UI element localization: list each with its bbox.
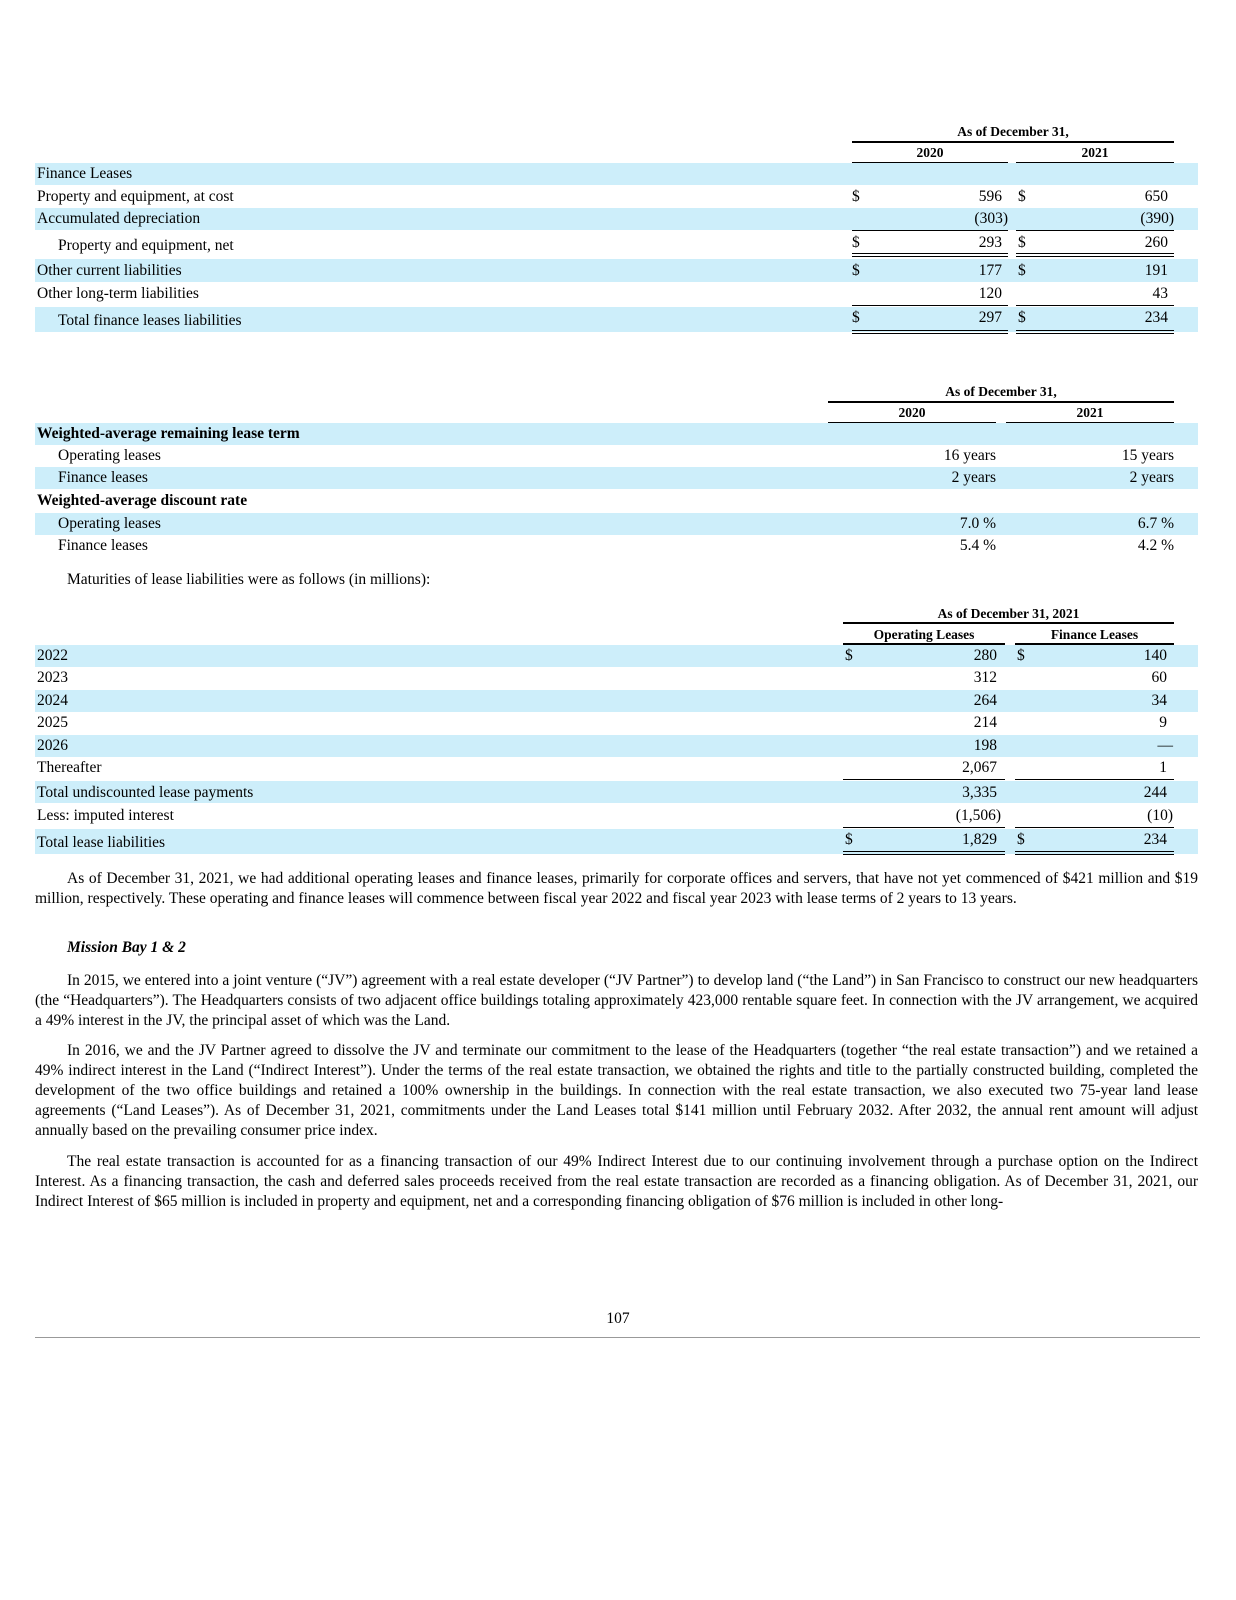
dollar-sign: $ (852, 234, 860, 251)
weighted-table-header: As of December 31, (945, 384, 1057, 399)
finance-header-rule (852, 141, 1174, 143)
row-label: Property and equipment, net (58, 237, 234, 254)
maturities-header-rule (843, 622, 1174, 624)
table-row (35, 185, 1198, 207)
table-row (35, 667, 1198, 689)
row-label: Total lease liabilities (37, 834, 166, 851)
table-row (35, 283, 1198, 305)
paragraph-text: As of December 31, 2021, we had additional operating leases and finance leases, primarily for corporate offices and servers, that have not yet commenced of $421 million and $19 million, respectively. These operating and finance leases will commence between fiscal year 2022 and fiscal year 2023 with lease terms of 2 years to 13 years. (35, 870, 1198, 907)
finance-subtotal-rule-2021 (1016, 230, 1174, 231)
dollar-sign: $ (852, 309, 860, 326)
row-label: Accumulated depreciation (37, 210, 201, 227)
dollar-sign: $ (1018, 262, 1026, 279)
value-2021: 650 (1144, 188, 1168, 205)
table-row (35, 208, 1198, 230)
value-2021: 6.7 % (1137, 515, 1174, 532)
value-finance: 9 (1159, 714, 1167, 731)
value-finance: 140 (1143, 647, 1167, 664)
finance-total-double-2020 (852, 330, 1008, 334)
value-operating: 2,067 (962, 759, 997, 776)
value-finance: 34 (1151, 692, 1167, 709)
value-2020: 2 years (951, 469, 996, 486)
value-operating: 312 (973, 669, 997, 686)
finance-net-double-2020 (852, 253, 1008, 257)
table-row (35, 735, 1198, 757)
row-label: Operating leases (58, 447, 161, 464)
dollar-sign: $ (845, 647, 853, 664)
maturities-total-double-fin (1015, 851, 1174, 855)
value-operating: 198 (973, 737, 997, 754)
value-2021: 191 (1144, 262, 1168, 279)
paragraph-2016 (35, 1041, 1198, 1141)
table-row (35, 804, 1198, 826)
row-label: Total undiscounted lease payments (37, 784, 254, 801)
finance-total-double-2021 (1016, 330, 1174, 334)
table-row (35, 307, 1198, 332)
finance-subtotal-rule-2020 (852, 230, 1008, 231)
finance-col-2020: 2020 (916, 145, 944, 160)
row-label: Operating leases (58, 515, 161, 532)
value-2020: 293 (978, 234, 1002, 251)
row-label: Less: imputed interest (37, 807, 174, 824)
table-row (35, 467, 1198, 489)
table-row (35, 513, 1198, 535)
table-row (35, 712, 1198, 734)
value-2020: 5.4 % (959, 537, 996, 554)
weighted-section1-title: Weighted-average remaining lease term (37, 425, 300, 442)
row-label: Other long-term liabilities (37, 285, 199, 302)
value-2020: 120 (978, 285, 1002, 302)
value-2020: 297 (978, 309, 1002, 326)
maturities-total-double-op (843, 851, 1005, 855)
weighted-section-row (35, 490, 1198, 512)
dollar-sign: $ (1018, 234, 1026, 251)
table-row (35, 535, 1198, 557)
row-label: Total finance leases liabilities (58, 312, 242, 329)
dollar-sign: $ (852, 262, 860, 279)
value-2021: 2 years (1129, 469, 1174, 486)
maturities-col-operating: Operating Leases (873, 627, 975, 642)
value-finance: 234 (1143, 831, 1167, 848)
paragraph-financing (35, 1152, 1198, 1212)
row-label: 2026 (37, 737, 68, 754)
row-label: Finance leases (58, 469, 148, 486)
finance-table-header: As of December 31, (957, 124, 1069, 139)
paragraph-2015 (35, 971, 1198, 1031)
page-number: 107 (606, 1310, 630, 1327)
finance-section-title: Finance Leases (37, 165, 133, 182)
dollar-sign: $ (1017, 831, 1025, 848)
table-row (35, 645, 1198, 667)
maturities-col-finance: Finance Leases (1050, 627, 1139, 642)
maturities-total-rule-fin (1015, 827, 1174, 828)
row-label: 2024 (37, 692, 68, 709)
value-2021: 260 (1144, 234, 1168, 251)
dollar-sign: $ (852, 188, 860, 205)
value-2021: 15 years (1121, 447, 1174, 464)
maturities-table-header: As of December 31, 2021 (937, 606, 1080, 621)
footer-divider (35, 1337, 1200, 1338)
value-operating: 3,335 (962, 784, 997, 801)
section-subheading: Mission Bay 1 & 2 (67, 939, 186, 956)
dollar-sign: $ (1018, 188, 1026, 205)
row-label: Other current liabilities (37, 262, 182, 279)
table-row (35, 690, 1198, 712)
finance-total-rule-2020 (852, 305, 1008, 306)
row-label: Property and equipment, at cost (37, 188, 234, 205)
value-operating: 1,829 (962, 831, 997, 848)
dollar-sign: $ (1018, 309, 1026, 326)
dollar-sign: $ (845, 831, 853, 848)
table-row (35, 757, 1198, 779)
finance-col-2021: 2021 (1081, 145, 1109, 160)
weighted-col-2020: 2020 (898, 405, 926, 420)
dollar-sign: $ (1017, 647, 1025, 664)
value-2021: (390) (1140, 210, 1174, 227)
weighted-section2-title: Weighted-average discount rate (37, 492, 248, 509)
value-operating: (1,506) (955, 807, 1001, 824)
table-row (35, 445, 1198, 467)
paragraph-text: The real estate transaction is accounted for as a financing transaction of our 49% Indirect Interest due to our continuing involvement through a purchase option on the Indirect Interest. As a financing transaction, the cash and deferred sales proceeds received from the real estate transaction are recorded as a financing obligation. As of December 31, 2021, our Indirect Interest of $65 million is included in property and equipment, net and a corresponding financing obligation of $76 million is included in other long- (35, 1153, 1198, 1210)
row-label: 2023 (37, 669, 68, 686)
maturities-total-rule-op (843, 827, 1005, 828)
value-finance: (10) (1147, 807, 1173, 824)
value-finance: 1 (1159, 759, 1167, 776)
value-operating: 264 (973, 692, 997, 709)
table-row (35, 781, 1198, 803)
row-label: 2022 (37, 647, 68, 664)
value-2020: 596 (978, 188, 1002, 205)
finance-total-rule-2021 (1016, 305, 1174, 306)
weighted-section-row (35, 423, 1198, 445)
maturities-intro: Maturities of lease liabilities were as follows (in millions): (67, 571, 431, 588)
weighted-col-2021: 2021 (1076, 405, 1104, 420)
value-finance: 60 (1151, 669, 1167, 686)
maturities-subtotal-rule-op (843, 779, 1005, 780)
paragraph-text: In 2015, we entered into a joint venture (“JV”) agreement with a real estate developer (“JV Partner”) to develop land (“the Land”) in San Francisco to construct our new headquarters (the “Headquarters”). The Headquarters consists of two adjacent office buildings totaling approximately 423,000 rentable square feet. In connection with the JV arrangement, we acquired a 49% interest in the JV, the principal asset of which was the Land. (35, 972, 1198, 1029)
value-2020: 7.0 % (959, 515, 996, 532)
paragraph-additional-leases (35, 869, 1198, 909)
row-label: Finance leases (58, 537, 148, 554)
value-2020: 177 (978, 262, 1002, 279)
finance-section-row (35, 163, 1198, 185)
value-finance: 244 (1143, 784, 1167, 801)
table-row (35, 259, 1198, 282)
maturities-subtotal-rule-fin (1015, 779, 1174, 780)
value-2021: 4.2 % (1137, 537, 1174, 554)
value-finance: — (1157, 737, 1173, 754)
row-label: 2025 (37, 714, 68, 731)
value-operating: 280 (973, 647, 997, 664)
row-label: Thereafter (37, 759, 102, 776)
paragraph-text: In 2016, we and the JV Partner agreed to dissolve the JV and terminate our commitment to the lease of the Headquarters (together “the real estate transaction”) and we retained a 49% indirect interest in the Land (“Indirect Interest”). Under the terms of the real estate transaction, we obtained the rights and title to the partially constructed building, completed the development of the two office buildings and retained a 100% ownership in the buildings. In connection with the real estate transaction, we also executed two 75-year land lease agreements (“Land Leases”). As of December 31, 2021, commitments under the Land Leases total $141 million until February 2032. After 2032, the annual rent amount will adjust annually based on the prevailing consumer price index. (35, 1042, 1198, 1139)
value-2021: 43 (1152, 285, 1168, 302)
weighted-header-rule (828, 401, 1174, 403)
value-operating: 214 (973, 714, 997, 731)
finance-net-double-2021 (1016, 253, 1174, 257)
value-2020: 16 years (943, 447, 996, 464)
value-2021: 234 (1144, 309, 1168, 326)
value-2020: (303) (974, 210, 1008, 227)
